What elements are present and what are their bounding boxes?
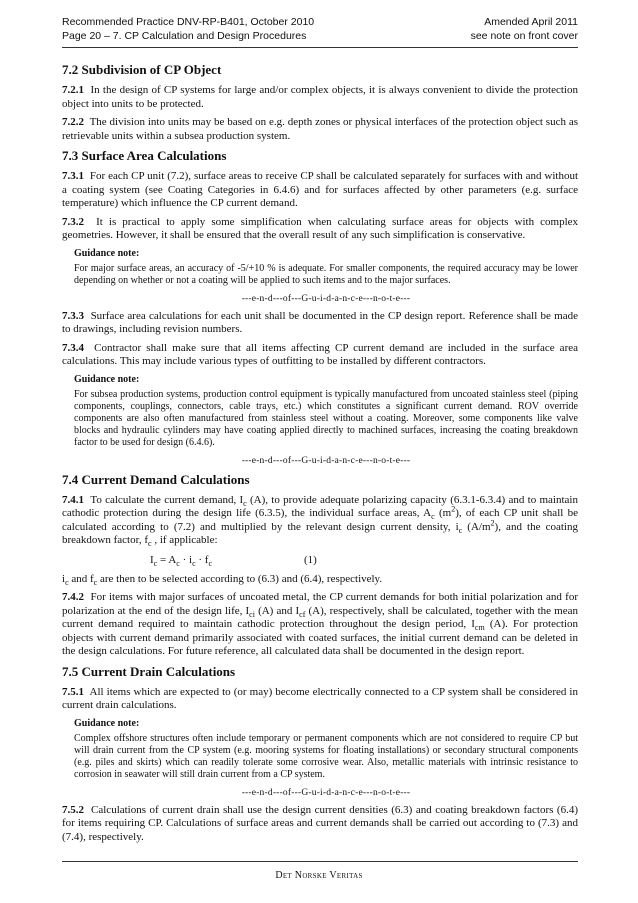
guidance-note-text: For major surface areas, an accuracy of -5/+10 % is adequate. For smaller components, the required accuracy may be lower depending on whether or not a coating will be applied to such items and to the major surfaces. [74, 262, 578, 286]
amendment-note-line: see note on front cover [470, 30, 578, 42]
section-heading-7-4: 7.4 Current Demand Calculations [62, 471, 250, 487]
paragraph-7-5-1 [62, 686, 578, 713]
text-run: i [62, 572, 66, 585]
subscript: c [208, 558, 213, 568]
eq-term: I [150, 553, 154, 566]
clause-number: 7.3.2 [62, 215, 84, 228]
page-body [62, 62, 578, 849]
clause-text: Contractor shall make sure that all items affecting CP current demand are included in the surface area calculations. This may include various types of outfitting to be installed by different contractors. [62, 341, 578, 367]
paragraph-7-3-4 [62, 342, 578, 369]
clause-text: It is practical to apply some simplification when calculating surface areas for objects with complex geometries. However, it shall be ensured that the overall result of any such simplification is conservative. [62, 215, 579, 241]
guidance-note-7-5-1 [74, 718, 578, 799]
eq-term: · f [195, 553, 209, 566]
subscript: c [176, 558, 180, 568]
paragraph-7-5-2 [62, 804, 578, 845]
clause-number: 7.2.2 [62, 116, 84, 128]
section-heading-7-3: 7.3 Surface Area Calculations [62, 148, 227, 163]
guidance-note-title: Guidance note: [74, 373, 140, 385]
subscript: c [458, 525, 463, 535]
subscript: c [148, 539, 152, 549]
guidance-note-7-3-2 [74, 248, 578, 305]
paragraph-7-2-1 [62, 84, 578, 111]
clause-text: Surface area calculations for each unit shall be documented in the CP design report. Reference shall be made to drawings, including revision numbers. [62, 309, 578, 335]
paragraph-7-3-1 [62, 170, 578, 211]
guidance-note-text: Complex offshore structures often include temporary or permanent components which are not considered to require CP but will drain current from the CP system (e.g. mooring systems for floating installations) or secondary structural components (e.g. piles and skirts) which can readily tolerate some corrosive wear. Also, metallic materials with intrinsic resistance to corrosion in seawater will still drain current from a CP system. [74, 732, 578, 780]
paragraph-7-3-3 [62, 310, 578, 337]
subscript: c [153, 558, 158, 568]
equation-1 [62, 553, 578, 568]
amendment-line: Amended April 2011 [484, 16, 578, 28]
clause-number: 7.5.1 [62, 685, 84, 698]
text-run: and f [68, 572, 94, 585]
subscript: c [93, 577, 98, 587]
clause-number: 7.3.4 [62, 341, 84, 354]
subscript: cm [474, 623, 485, 633]
eq-term: · i [179, 553, 193, 566]
subscript: c [431, 512, 435, 522]
paragraph-7-4-1 [62, 494, 578, 548]
paragraph-7-3-2 [62, 216, 578, 243]
clause-text: For each CP unit (7.2), surface areas to receive CP shall be calculated separately for surfaces with and without a coating system (see Coating Categories in 6.4.6) and for surfaces affected by other parameters (e.g. surface temperature) which influence the CP current demand. [62, 170, 579, 209]
guidance-note-end: ---e-n-d---of---G-u-i-d-a-n-c-e---n-o-t-e--- [241, 293, 411, 304]
superscript: 2 [451, 504, 456, 514]
running-header-right [471, 15, 578, 43]
page-number-line: Page 20 – 7. CP Calculation and Design Procedures [62, 30, 307, 42]
text-run: To calculate the current demand, I [90, 493, 244, 506]
clause-number: 7.3.1 [62, 170, 84, 182]
text-run: ), and the coating breakdown factor, f [62, 520, 578, 546]
guidance-note-title: Guidance note: [74, 247, 140, 259]
clause-text: Calculations of current drain shall use the design current densities (6.3) and coating breakdown factors (6.4) for items requiring CP. Calculations of surface areas and current demands shall be carried out according to (7.3) and (7.4), respectively. [62, 803, 579, 843]
text-run: (A/m [462, 520, 491, 533]
subscript: c [65, 577, 69, 587]
clause-number: 7.5.2 [62, 803, 84, 816]
guidance-note-end: ---e-n-d---of---G-u-i-d-a-n-c-e---n-o-t-e--- [241, 787, 411, 798]
text-run: (m [434, 507, 452, 519]
text-run: ), of each CP unit shall be calculated according to (7.2) and multiplied by the relevant design current density, i [62, 507, 578, 533]
guidance-note-end: ---e-n-d---of---G-u-i-d-a-n-c-e---n-o-t-e--- [241, 455, 411, 466]
subscript: ci [249, 609, 255, 619]
clause-text: The division into units may be based on e.g. depth zones or physical interfaces of the protection object such as retrievable units within a subsea production system. [62, 116, 578, 142]
paragraph-7-4-1-continued [62, 573, 578, 587]
text-run: (A), to provide adequate polarizing capacity (6.3.1-6.3.4) and to maintain cathodic protection during the design life (6.3.5), the individual surface areas, A [62, 493, 578, 519]
equation-body [150, 553, 212, 568]
text-run: (A). For protection objects with current demand primarily associated with coated surfaces, the initial current demand can be deleted in the design calculations. For future reference, all calculated data shall be documented in the design report. [62, 618, 578, 657]
paragraph-7-4-2 [62, 591, 578, 659]
running-header-left [62, 15, 314, 43]
guidance-note-text: For subsea production systems, production control equipment is typically manufactured from uncoated stainless steel (piping components, couplings, connectors, cable trays, etc.) which constitutes a significant current demand. ROV override components are also often manufactured from stainless steel without a coating. Moreover, some components like valve blocks and hydraulic cylinders may have coating applied directly to machined surfaces, increasing the coating breakdown factor to be used for design (6.4.6). [74, 388, 578, 448]
text-run: are then to be selected according to (6.3) and (6.4), respectively. [97, 572, 383, 585]
text-run: For items with major surfaces of uncoated metal, the CP current demands for both initial polarization and for polarization at the end of the design life, I [62, 591, 578, 617]
document-title-line: Recommended Practice DNV-RP-B401, October 2010 [62, 16, 315, 28]
eq-term: = A [157, 553, 177, 566]
subscript: c [192, 558, 196, 568]
section-heading-7-5: 7.5 Current Drain Calculations [62, 663, 236, 679]
clause-number: 7.4.1 [62, 493, 84, 506]
guidance-note-title: Guidance note: [74, 717, 140, 729]
equation-number: (1) [304, 553, 317, 566]
paragraph-7-2-2 [62, 116, 578, 143]
subscript: cf [299, 609, 306, 619]
clause-text: In the design of CP systems for large and/or complex objects, it is always convenient to divide the protection object into units to be protected. [62, 84, 578, 110]
running-footer: Det Norske Veritas [275, 870, 363, 881]
footer-rule [62, 861, 578, 862]
header-rule [62, 47, 578, 48]
superscript: 2 [490, 517, 495, 527]
clause-number: 7.2.1 [62, 84, 84, 96]
subscript: c [243, 498, 247, 508]
text-run: (A), respectively, shall be calculated, together with the mean current demand required to maintain cathodic protection throughout the design period, I [62, 604, 578, 630]
clause-text: All items which are expected to (or may) become electrically connected to a CP system shall be considered in current drain calculations. [62, 685, 578, 711]
clause-number: 7.4.2 [62, 591, 84, 603]
clause-number: 7.3.3 [62, 309, 84, 322]
text-run: , if applicable: [151, 534, 218, 546]
section-heading-7-2: 7.2 Subdivision of CP Object [62, 62, 222, 77]
text-run: (A) and I [254, 604, 300, 617]
guidance-note-7-3-4 [74, 374, 578, 467]
